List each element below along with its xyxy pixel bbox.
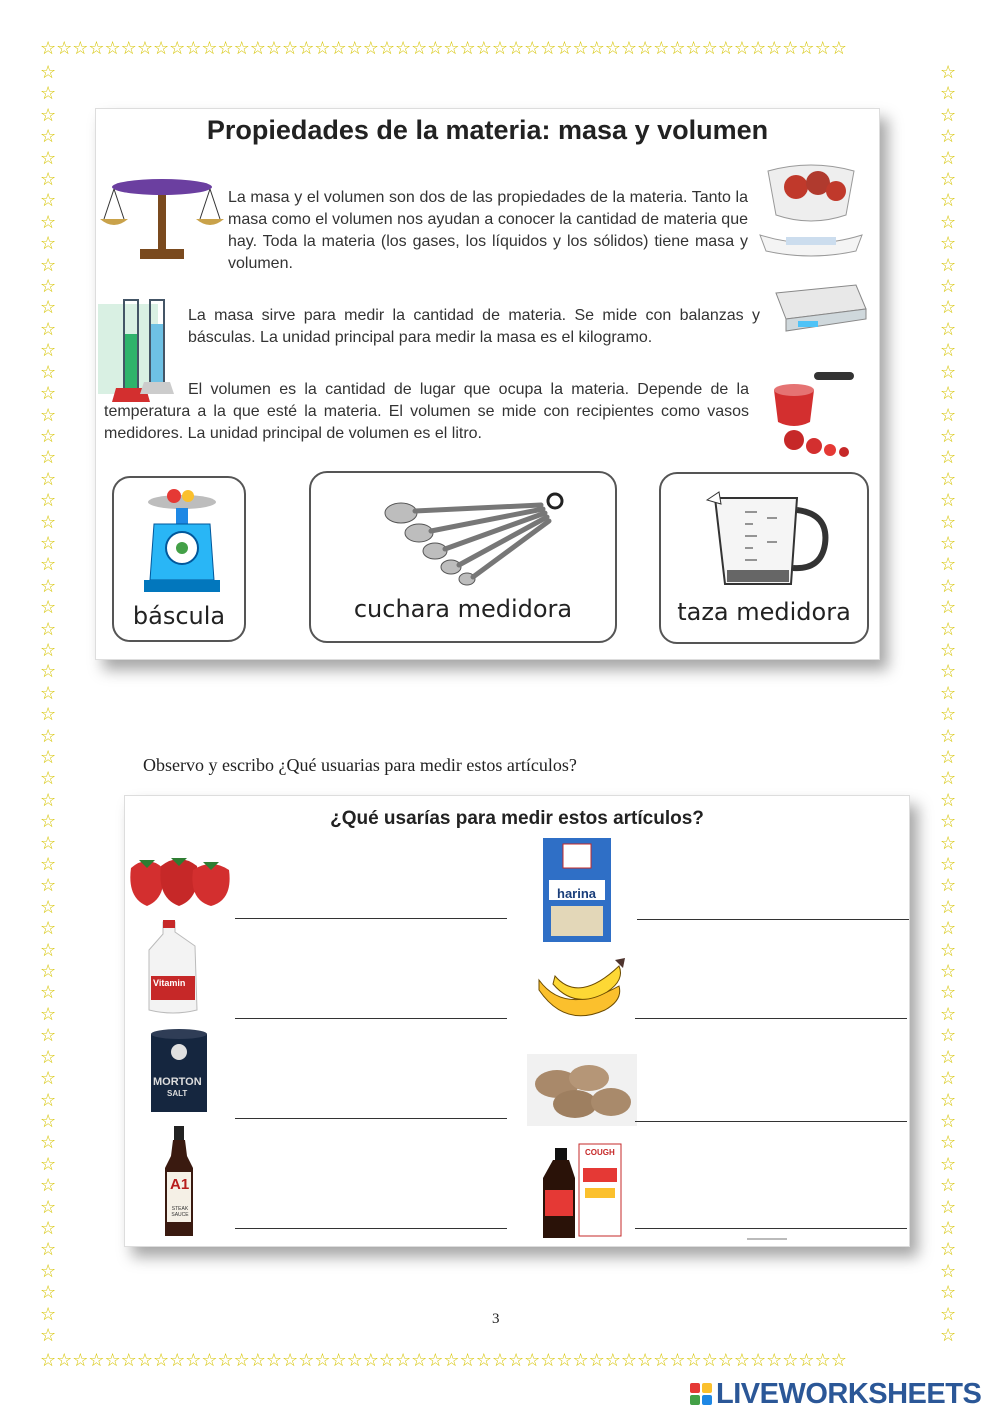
answer-line-3[interactable] <box>235 1118 507 1119</box>
question-panel <box>124 795 910 1247</box>
balance-scale-icon <box>100 167 224 267</box>
sauce-sub-label: STEAK SAUCE <box>171 1206 189 1218</box>
bananas-icon <box>535 956 627 1026</box>
answer-line-6[interactable] <box>635 1018 907 1019</box>
paragraph-volume: El volumen es la cantidad de lugar que ocupa la materia. Depende de la temperatura a la que esté la materia. El volumen se mide con recipientes como vasos medidores. La unidad principal de volumen es el litro. <box>104 381 749 442</box>
star-border-bottom: ☆☆☆☆☆☆☆☆☆☆☆☆☆☆☆☆☆☆☆☆☆☆☆☆☆☆☆☆☆☆☆☆☆☆☆☆☆☆☆☆☆☆☆☆☆☆☆☆☆☆ <box>40 1352 847 1371</box>
digital-scale-icon <box>768 279 868 339</box>
answer-line-2[interactable] <box>235 1018 507 1019</box>
page-title: Propiedades de la materia: masa y volumen <box>206 115 769 145</box>
milk-jug-icon <box>145 920 201 1016</box>
liveworksheets-logo <box>690 1378 981 1410</box>
info-panel <box>95 108 880 660</box>
measuring-cups-icon <box>764 364 864 464</box>
flour-label: harina <box>557 886 597 901</box>
answer-line-1[interactable] <box>235 918 507 919</box>
salt-label-2: SALT <box>167 1089 188 1098</box>
tool-card-taza <box>659 472 869 644</box>
measuring-spoons-icon <box>381 487 571 587</box>
question-title: ¿Qué usarías para medir estos artículos? <box>330 808 704 829</box>
tool-card-cuchara <box>309 471 617 643</box>
page-number: 3 <box>492 1311 500 1327</box>
paragraph-intro: La masa y el volumen son dos de las propiedades de la materia. Tanto la masa como el volumen nos ayudan a conocer la cantidad de materia que hay. Toda la materia (los gases, los líquidos y los sólidos) tiene masa y volumen. <box>228 189 748 272</box>
salt-container-icon <box>149 1028 209 1114</box>
syrup-label: COUGH <box>585 1148 615 1157</box>
tool-card-bascula <box>112 476 246 642</box>
answer-line-4[interactable] <box>235 1228 507 1229</box>
bascula-icon <box>140 488 224 598</box>
potatoes-icon <box>527 1054 637 1126</box>
logo-mark-icon <box>690 1383 712 1405</box>
star-border-left: ☆☆☆☆☆☆☆☆☆☆☆☆☆☆☆☆☆☆☆☆☆☆☆☆☆☆☆☆☆☆☆☆☆☆☆☆☆☆☆☆☆☆☆☆☆☆☆☆☆☆☆☆☆☆☆☆☆☆☆☆ <box>40 62 57 1346</box>
star-border-top: ☆☆☆☆☆☆☆☆☆☆☆☆☆☆☆☆☆☆☆☆☆☆☆☆☆☆☆☆☆☆☆☆☆☆☆☆☆☆☆☆☆☆☆☆☆☆☆☆☆☆ <box>40 40 847 59</box>
answer-line-7[interactable] <box>635 1121 907 1122</box>
star-border-right: ☆☆☆☆☆☆☆☆☆☆☆☆☆☆☆☆☆☆☆☆☆☆☆☆☆☆☆☆☆☆☆☆☆☆☆☆☆☆☆☆☆☆☆☆☆☆☆☆☆☆☆☆☆☆☆☆☆☆☆☆ <box>940 62 957 1346</box>
sauce-label: A1 <box>170 1176 190 1193</box>
milk-label: Vitamin <box>153 978 186 988</box>
kitchen-scale-icon <box>756 151 866 261</box>
paragraph-mass: La masa sirve para medir la cantidad de materia. Se mide con balanzas y básculas. La unidad principal para medir la masa es el kilogramo. <box>188 307 760 346</box>
salt-label-1: MORTON <box>153 1076 202 1088</box>
answer-line-8[interactable] <box>635 1228 907 1229</box>
strawberries-icon <box>127 848 235 908</box>
tool-label-bascula: báscula <box>132 602 226 630</box>
logo-text: LIVEWORKSHEETS <box>716 1377 982 1410</box>
answer-line-5[interactable] <box>637 919 909 920</box>
measuring-cup-icon <box>705 484 835 590</box>
faint-mark <box>747 1238 787 1240</box>
instruction-text: Observo y escribo ¿Qué usuarias para medir estos artículos? <box>143 755 577 775</box>
tool-label-cuchara: cuchara medidora <box>353 595 573 623</box>
tool-label-taza: taza medidora <box>677 598 851 626</box>
